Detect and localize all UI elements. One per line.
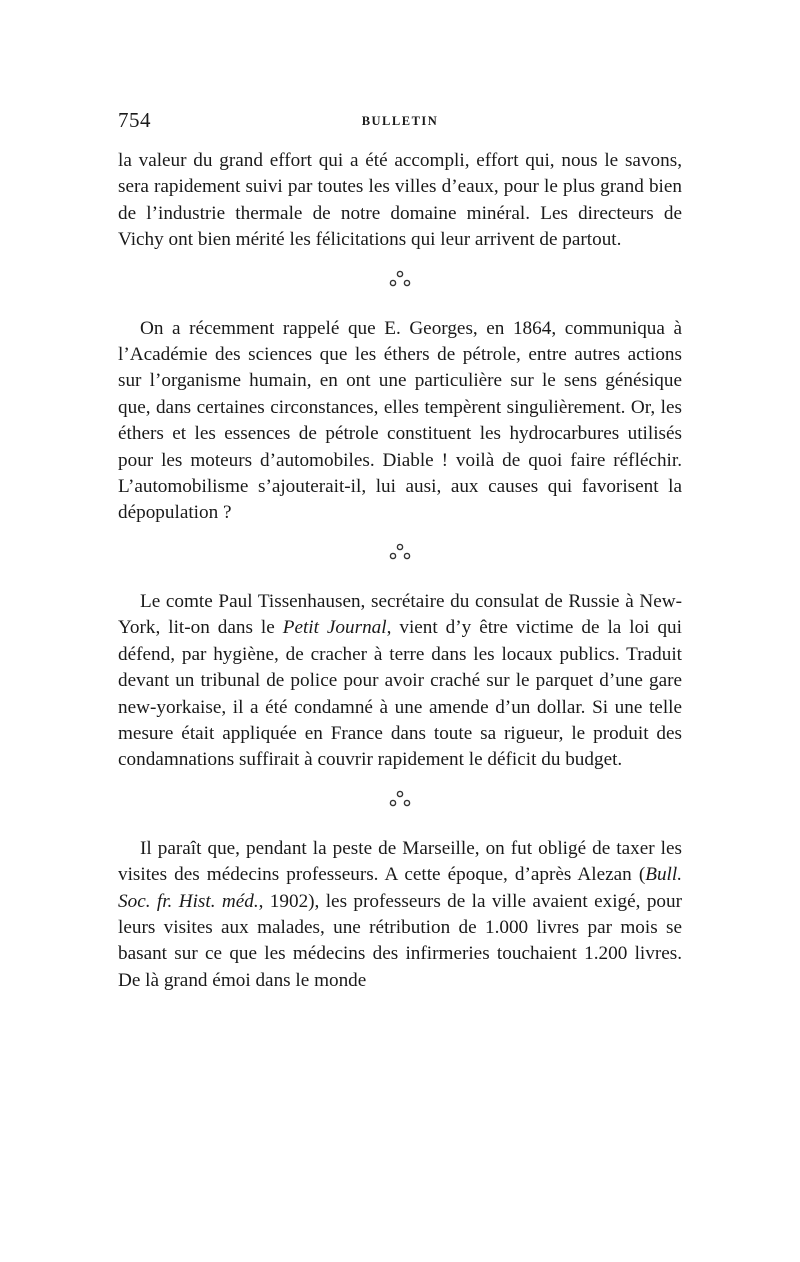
three-circles-ornament-icon xyxy=(387,268,413,294)
page-number: 754 xyxy=(118,108,151,132)
paragraph-4-italic: Bull. Soc. fr. Hist. méd. xyxy=(118,864,682,912)
section-separator xyxy=(118,774,682,836)
page-header xyxy=(118,108,682,138)
paragraph-3-text-after: , vient d’y être victime de la loi qui défend, par hygiène, de cracher à terre dans les locaux publics. Traduit devant un tribunal de police pour avoir craché sur le parquet d’une gare new-yorkaise, il a été condamné à une amende d’un dollar. Si une telle mesure était appliquée en France dans toute sa rigueur, le produit des condamnations suffirait à couvrir rapidement le déficit du budget. xyxy=(118,617,682,771)
paragraph-1: la valeur du grand effort qui a été accompli, effort qui, nous le savons, sera rapidement suivi par toutes les villes d’eaux, pour le plus grand bien de l’industrie thermale de notre domaine minéral. Les directeurs de Vichy ont bien mérité les félicitations qui leur arrivent de partout. xyxy=(118,150,682,251)
three-circles-ornament-icon xyxy=(387,788,413,814)
paragraph-3-italic: Petit Journal xyxy=(282,617,387,639)
running-head: BULLETIN xyxy=(361,114,439,128)
document-page xyxy=(118,108,682,994)
paragraph-3 xyxy=(118,589,682,774)
paragraph-4 xyxy=(118,836,682,994)
section-separator xyxy=(118,527,682,589)
paragraph-2: On a récemment rappelé que E. Georges, en 1864, communiqua à l’Académie des sciences que les éthers de pétrole, entre autres actions sur l’organisme humain, en ont une particulière sur le sens génésique que, dans certaines circonstances, elles tempèrent singulièrement. Or, les éthers et les essences de pétrole constituent les hydrocarbures utilisés pour les moteurs d’automobiles. Diable ! voilà de quoi faire réfléchir. L’automobilisme s’ajouterait-il, lui ausi, aux causes qui favorisent la dépopulation ? xyxy=(118,317,682,524)
paragraph-4-text-before: Il paraît que, pendant la peste de Marseille, on fut obligé de taxer les visites des médecins professeurs. A cette époque, d’après Alezan ( xyxy=(118,837,682,886)
paragraph-4-text-after: , 1902), les professeurs de la ville avaient exigé, pour leurs visites aux malades, une rétribution de 1.000 livres par mois se basant sur ce que les médecins des infirmeries touchaient 1.200 livres. De là grand émoi dans le monde xyxy=(118,890,682,991)
three-circles-ornament-icon xyxy=(387,541,413,567)
paragraph-3-text-before: Le comte Paul Tissenhausen, secrétaire du consulat de Russie à New-York, lit-on dans le xyxy=(118,590,682,639)
section-separator xyxy=(118,254,682,316)
